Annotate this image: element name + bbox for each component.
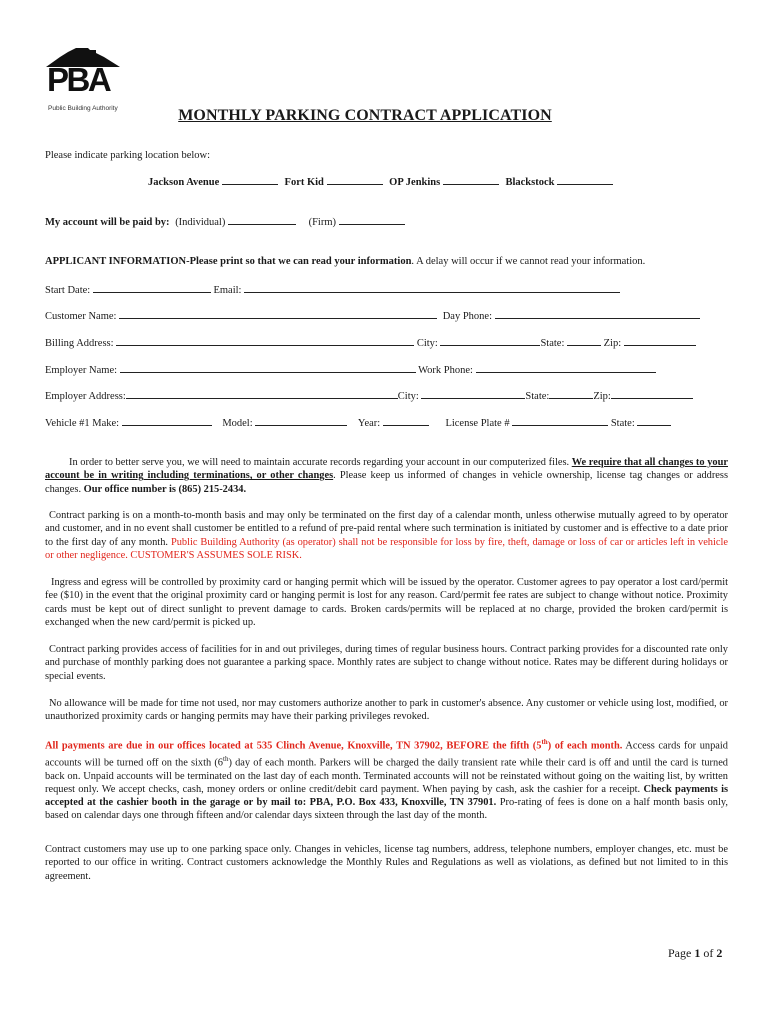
applicant-heading: APPLICANT INFORMATION-Please print so that we can read your information: [45, 256, 412, 267]
location-jackson: Jackson Avenue: [148, 177, 220, 188]
billing-address-field[interactable]: [116, 336, 414, 346]
billing-address-label: Billing Address:: [45, 338, 114, 349]
p5-text: No allowance will be made for time not used, nor may customers authorize another to park in customer's absence. Any customer or vehicle using lost, modified, or unauthorized proximity cards or hanging permits may have their parking privileges revoked.: [45, 698, 728, 723]
start-date-field[interactable]: [93, 283, 211, 293]
row-employer-name: [45, 363, 656, 377]
row-vehicle: [45, 416, 671, 430]
p6-mail-address: Check payments is accepted at the cashier booth in the garage or by mail to: PBA, P.O. Box 433, Knoxville, TN 37901.: [45, 783, 728, 809]
location-prompt: Please indicate parking location below:: [45, 150, 211, 161]
employer-zip-field[interactable]: [611, 389, 693, 399]
account-firm: (Firm): [308, 217, 337, 228]
p2-liability-text: Public Building Authority (as operator) shall not be responsible for loss by fire, theft, damage or loss of car or articles left in vehicle or other negligence. CUSTOMER'S ASSUMES SOLE RISK.: [45, 536, 728, 561]
paragraph-payments: [45, 736, 728, 823]
p1-text-b: We require that all changes to your account be in writing including terminations, or other changes: [45, 457, 728, 482]
vehicle-make-field[interactable]: [122, 416, 212, 426]
paragraph-contract-customers: [45, 843, 728, 883]
page-title: MONTHLY PARKING CONTRACT APPLICATION: [178, 107, 552, 124]
row-customer-name: [45, 309, 700, 323]
employer-address-label: Employer Address:: [45, 391, 126, 402]
paragraph-records: [45, 456, 728, 496]
p6-due-end: ) of each month.: [547, 740, 623, 752]
billing-zip-field[interactable]: [624, 336, 696, 346]
start-date-label: Start Date:: [45, 285, 91, 296]
day-phone-field[interactable]: [495, 309, 700, 319]
paragraph-ingress: [45, 576, 728, 629]
p2-text-a: Contract parking is on a month-to-month basis and may only be terminated on the first day of a calendar month, unless otherwise mutually agreed to by operator and customer, and in no event shall customer be entitled to a refund of pre-paid rental where such termination is initiated by customer and is effective to a date prior to the first day of any month.: [45, 510, 728, 548]
page-prefix: Page: [668, 946, 695, 960]
p4-text: Contract parking provides access of facilities for in and out privileges, during times of regular business hours. Contract parking provides for a discounted rate only and purchase of monthly parking does not guarantee a parking space. Monthly rates are subject to change without notice. Rates may be different during holidays or special events.: [45, 644, 728, 682]
location-options: [148, 175, 613, 189]
p7-text: Contract customers may use up to one parking space only. Changes in vehicles, license tag numbers, address, telephone numbers, employer changes, etc. must be reported to our office in writing. Contract customers acknowledge the Monthly Rules and Regulations as well as violations, as defined but not limited to in this agreement.: [45, 844, 728, 882]
applicant-heading-row: [45, 255, 645, 268]
row-start-date: [45, 283, 620, 297]
logo-text: PBA: [47, 61, 110, 98]
opjenkins-blank[interactable]: [443, 175, 499, 185]
email-field[interactable]: [244, 283, 620, 293]
individual-blank[interactable]: [228, 215, 296, 225]
paragraph-contract: [45, 509, 728, 562]
employer-address-field[interactable]: [126, 389, 398, 399]
vehicle-model-field[interactable]: [255, 416, 347, 426]
p6-text-d: ) day of each month. Parkers will be charged the daily transient rate while their card is off and until the card is turned back on. Unpaid accounts will be terminated on the last day of each month. Terminated accounts will not be reinstated without going on the waiting list, by written request only. We accept checks, cash, money orders or online credit/debit card payment. When paying by cash, ask the cashier for a receipt.: [45, 757, 728, 795]
office-number: Our office number is (865) 215-2434.: [83, 483, 247, 495]
page-number: [668, 946, 722, 961]
page-sep: of: [700, 946, 717, 960]
p3-text: Ingress and egress will be controlled by proximity card or hanging permit which will be issued by the operator. Customer agrees to pay operator a lost card/permit fee ($10) in the event that the original proximity card or hanging permit is lost for any reason. Card/permit fee rates are subject to change without notice. Proximity cards must be kept out of direct sunlight to prevent damage to cards. Broken cards/permits will be replaced at no charge, provided the broken card/permit is exchanged when the new card/permit is picked up.: [45, 577, 728, 628]
jackson-blank[interactable]: [222, 175, 278, 185]
vehicle-year-field[interactable]: [383, 416, 429, 426]
billing-city-field[interactable]: [440, 336, 540, 346]
employer-name-field[interactable]: [120, 363, 416, 373]
customer-name-label: Customer Name:: [45, 311, 117, 322]
employer-name-label: Employer Name:: [45, 365, 118, 376]
employer-city-label: City:: [397, 391, 419, 402]
vehicle-state-label: State:: [610, 418, 635, 429]
page-current: 1: [694, 946, 701, 960]
billing-state-field[interactable]: [567, 336, 601, 346]
work-phone-label: Work Phone:: [418, 365, 473, 376]
p6-payments-due: All payments are due in our offices located at 535 Clinch Avenue, Knoxville, TN 37902, BEFORE the fifth (5: [45, 740, 542, 752]
vehicle-make-label: Vehicle #1 Make:: [45, 418, 120, 429]
employer-state-label: State:: [525, 391, 550, 402]
vehicle-year-label: Year:: [357, 418, 381, 429]
email-label: Email:: [213, 285, 242, 296]
license-plate-label: License Plate #: [445, 418, 510, 429]
row-employer-address: [45, 389, 693, 403]
billing-city-label: City:: [416, 338, 438, 349]
p1-text-c: . Please keep us informed of changes in vehicle ownership, license tag changes or address changes.: [45, 470, 729, 495]
row-billing-address: [45, 336, 696, 350]
location-blackstock: Blackstock: [505, 177, 555, 188]
vehicle-state-field[interactable]: [637, 416, 671, 426]
day-phone-label: Day Phone:: [442, 311, 492, 322]
p6-sup2: th: [223, 754, 229, 763]
fortkid-blank[interactable]: [327, 175, 383, 185]
paragraph-allowance: [45, 697, 728, 724]
location-fortkid: Fort Kid: [284, 177, 324, 188]
paragraph-access: [45, 643, 728, 683]
vehicle-model-label: Model:: [222, 418, 253, 429]
work-phone-field[interactable]: [476, 363, 656, 373]
employer-city-field[interactable]: [421, 389, 525, 399]
account-label: My account will be paid by:: [45, 217, 170, 228]
location-opjenkins: OP Jenkins: [389, 177, 441, 188]
page-total: 2: [716, 946, 723, 960]
billing-state-label: State:: [540, 338, 565, 349]
account-individual: (Individual): [175, 217, 226, 228]
account-row: [45, 215, 405, 229]
p6-text-c: Access cards for unpaid accounts will be turned off on the sixth (6: [45, 740, 728, 769]
billing-zip-label: Zip:: [603, 338, 622, 349]
blackstock-blank[interactable]: [557, 175, 613, 185]
applicant-note: . A delay will occur if we cannot read your information.: [411, 256, 646, 267]
employer-state-field[interactable]: [549, 389, 593, 399]
p6-text-f: Pro-rating of fees is done on a half month basis only, based on calendar days one through fifteen and/or calendar days sixteen through the last day of the month.: [45, 797, 728, 822]
customer-name-field[interactable]: [119, 309, 437, 319]
logo-subtitle: Public Building Authority: [48, 105, 118, 112]
p1-text-a: In order to better serve you, we will need to maintain accurate records regarding your account in our computerized files.: [69, 457, 572, 468]
employer-zip-label: Zip:: [593, 391, 611, 402]
license-plate-field[interactable]: [512, 416, 608, 426]
p6-sup: th: [541, 738, 548, 746]
firm-blank[interactable]: [339, 215, 405, 225]
